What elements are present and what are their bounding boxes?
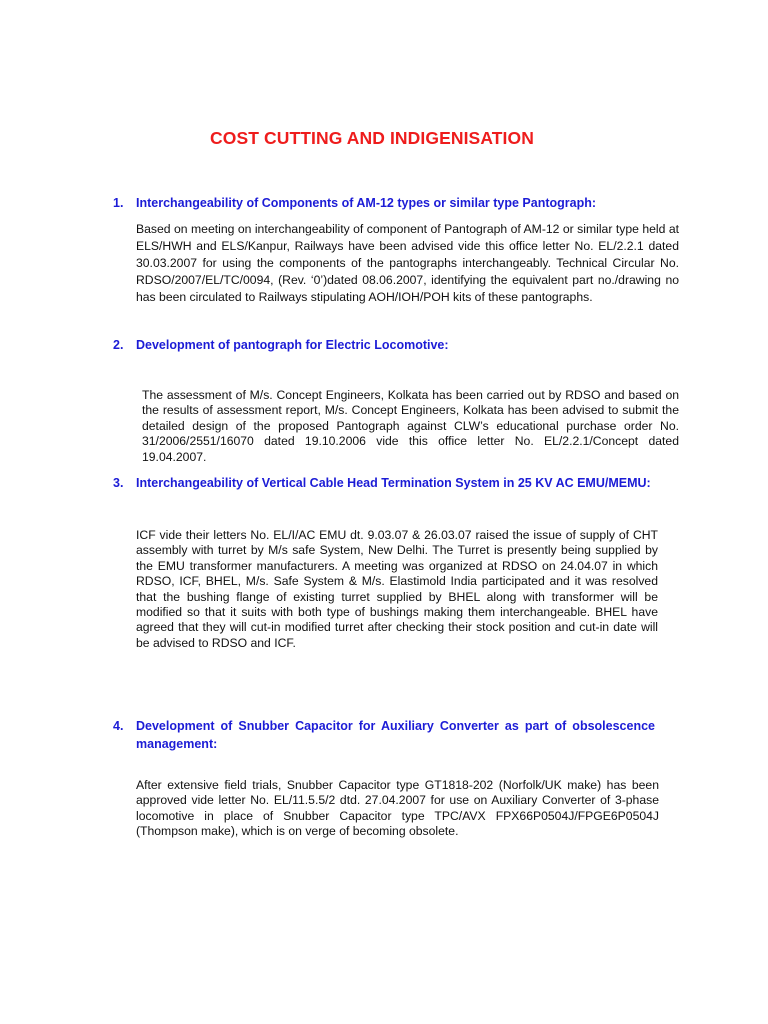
section-heading-text: Interchangeability of Components of AM-12 types or similar type Pantograph: [136, 196, 597, 210]
document-title: COST CUTTING AND INDIGENISATION [210, 128, 534, 148]
section-number: 4. [113, 719, 124, 733]
section-2-body: The assessment of M/s. Concept Engineers, Kolkata has been carried out by RDSO and based on the results of assessment report, M/s. Concept Engineers, Kolkata has been advised to submit the detailed design of the proposed Pantograph against CLW’s educational purchase order No. 31/2006/2551/16070 dated 19.10.2006 vide this office letter No. EL/2.2.1/Concept dated 19.04.2007. [142, 388, 679, 464]
section-number: 3. [113, 476, 124, 490]
section-2-heading [113, 336, 653, 354]
section-4-body: After extensive field trials, Snubber Capacitor type GT1818-202 (Norfolk/UK make) has been approved vide letter No. EL/11.5.5/2 dtd. 27.04.2007 for use on Auxiliary Converter of 3-phase locomotive in place of Snubber Capacitor type TPC/AVX FPX66P0504J/FPGE6P0504J (Thompson make), which is on verge of becoming obsolete. [136, 778, 659, 839]
section-3-heading [113, 474, 653, 492]
section-1-heading [113, 194, 653, 212]
section-number: 1. [113, 196, 124, 210]
section-3-body: ICF vide their letters No. EL/I/AC EMU dt. 9.03.07 & 26.03.07 raised the issue of supply of CHT assembly with turret by M/s safe System, New Delhi. The Turret is presently being supplied by the EMU transformer manufacturers. A meeting was organized at RDSO on 24.04.07 in which RDSO, ICF, BHEL, M/s. Safe System & M/s. Elastimold India participated and it was resolved that the bushing flange of existing turret supplied by BHEL along with transformer will be modified so that it suits with both type of bushings making them interchangeable. BHEL have agreed that they will cut-in modified turret after checking their stock position and cut-in date will be advised to RDSO and ICF. [136, 528, 658, 650]
section-4-heading [113, 717, 653, 753]
section-1-body: Based on meeting on interchangeability of component of Pantograph of AM-12 or similar type held at ELS/HWH and ELS/Kanpur, Railways have been advised vide this office letter No. EL/2.2.1 dated 30.03.2007 for using the components of the pantographs interchangeably. Technical Circular No. RDSO/2007/EL/TC/0094, (Rev. ‘0’)dated 08.06.2007, identifying the equivalent part no./drawing no has been circulated to Railways stipulating AOH/IOH/POH kits of these pantographs. [136, 222, 679, 304]
section-number: 2. [113, 338, 124, 352]
section-heading-text: Development of pantograph for Electric Locomotive: [136, 338, 449, 352]
section-heading-text: Development of Snubber Capacitor for Auxiliary Converter as part of obsolescence management: [136, 719, 655, 751]
section-heading-text: Interchangeability of Vertical Cable Head Termination System in 25 KV AC EMU/MEMU: [136, 476, 651, 490]
